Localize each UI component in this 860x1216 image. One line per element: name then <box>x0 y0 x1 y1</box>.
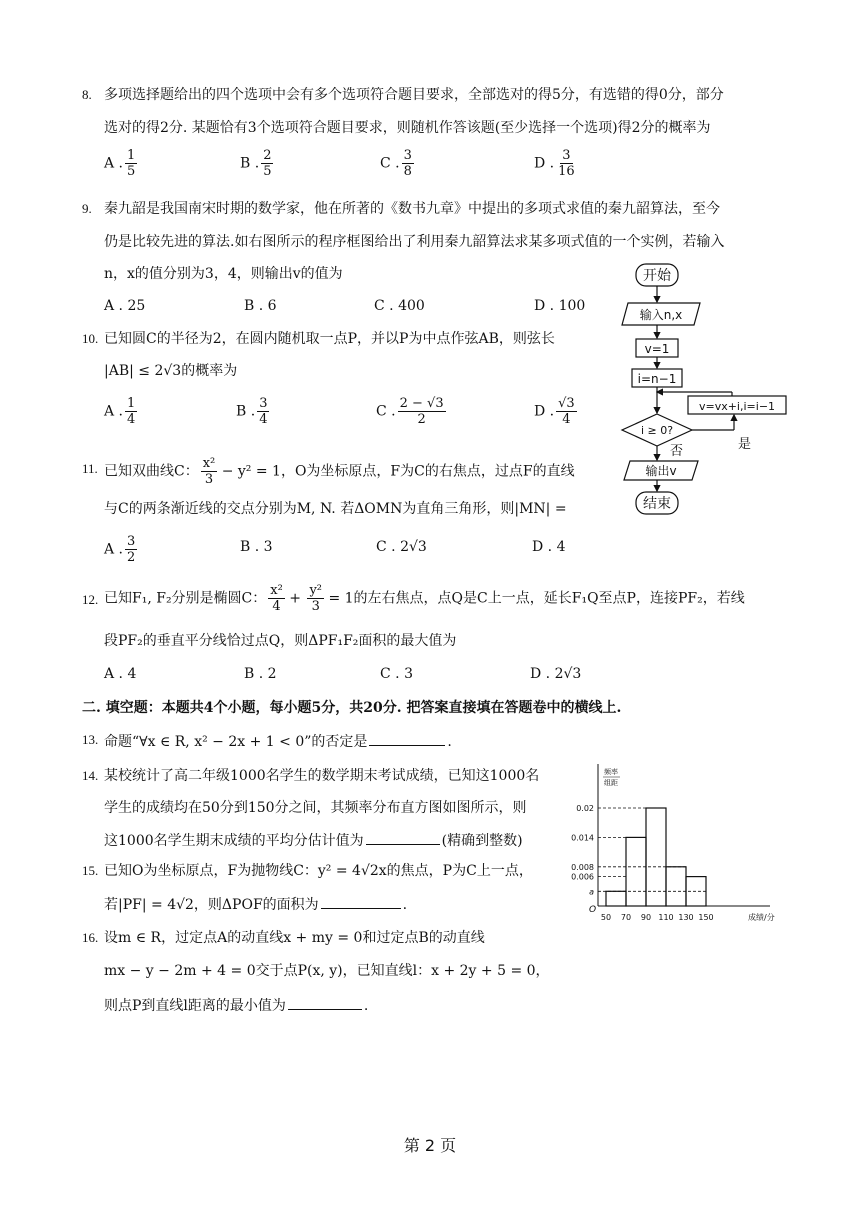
q16-blank[interactable] <box>288 995 362 1010</box>
flow-loop-text: v=vx+i,i=i−1 <box>698 400 776 413</box>
flow-init-i-text: i=n−1 <box>637 372 677 386</box>
q10-option-d: D . $\frac{√3}{4}$ <box>534 396 575 427</box>
q9-line3: n，x的值分别为3，4，则输出v的值为 <box>104 266 343 282</box>
q11-option-c: C . 2√3 <box>376 539 427 555</box>
q11-line1: 已知双曲线C： $\frac{\text{x²}}{3}$ − y² = 1，O为坐标原点，F为C的右焦点，过点F的直线 <box>104 456 575 487</box>
x-tick-label: 50 <box>600 913 612 922</box>
q13-number: 13. <box>82 732 99 747</box>
frequency-histogram <box>552 758 792 930</box>
flow-no-label: 否 <box>670 444 684 459</box>
histogram-bar <box>626 837 646 906</box>
q14-line1: 某校统计了高二年级1000名学生的数学期末考试成绩，已知这1000名 <box>104 768 540 784</box>
program-flowchart <box>610 258 795 520</box>
y-tick-label: 0.02 <box>576 804 594 813</box>
flow-output-text: 输出v <box>645 464 677 478</box>
q9-line2: 仍是比较先进的算法.如右图所示的程序框图给出了利用秦九韶算法求某多项式值的一个实例，若输入 <box>104 234 725 250</box>
y-tick-label: a <box>589 887 594 897</box>
q11-option-b: B . 3 <box>240 539 273 555</box>
q11-option-a: A . $\frac{3}{2}$ <box>104 534 136 565</box>
page-footer: 第 2 页 <box>403 1136 457 1155</box>
q15-blank[interactable] <box>321 894 401 909</box>
flow-end-text: 结束 <box>643 496 671 512</box>
q16-line3: 则点P到直线l距离的最小值为 . <box>104 995 368 1015</box>
flow-start-text: 开始 <box>643 268 671 284</box>
q15-number: 15. <box>82 863 99 878</box>
q9-option-a: A . 25 <box>104 298 146 314</box>
q10-line2: |AB| ≤ 2√3的概率为 <box>104 363 238 379</box>
q12-option-b: B . 2 <box>244 666 277 682</box>
q13-blank[interactable] <box>369 731 445 746</box>
q8-line1: 多项选择题给出的四个选项中会有多个选项符合题目要求，全部选对的得5分，有选错的得0分，部分 <box>104 87 724 103</box>
x-tick-label: 130 <box>678 913 694 922</box>
q8-line2: 选对的得2分. 某题恰有3个选项符合题目要求，则随机作答该题(至少选择一个选项)得2分的概率为 <box>104 120 711 136</box>
q8-option-c: C . $\frac{3}{8}$ <box>380 148 412 179</box>
q10-option-c: C . $\frac{2 - √3}{2}$ <box>376 396 444 427</box>
q16-number: 16. <box>82 930 99 945</box>
q15-line2: 若|PF| = 4√2，则ΔPOF的面积为 . <box>104 894 407 914</box>
q12-option-d: D . 2√3 <box>530 666 582 682</box>
q8-option-d: D . $\frac{3}{16}$ <box>534 148 575 179</box>
q14-line2: 学生的成绩均在50分到150分之间，其频率分布直方图如图所示，则 <box>104 800 527 816</box>
flow-init-v-text: v=1 <box>644 342 670 356</box>
x-tick-label: 110 <box>658 913 674 922</box>
q11-option-d: D . 4 <box>532 539 566 555</box>
q9-line1: 秦九韶是我国南宋时期的数学家，他在所著的《数书九章》中提出的多项式求值的秦九韶算法，至今 <box>104 201 720 217</box>
y-tick-label: 0.006 <box>571 872 594 882</box>
q10-option-b: B . $\frac{3}{4}$ <box>236 396 268 427</box>
q10-number: 10. <box>82 331 99 346</box>
x-axis-label: 成绩/分 <box>748 913 775 922</box>
histogram-bar <box>666 867 686 906</box>
q8-option-a: A . $\frac{1}{5}$ <box>104 148 136 179</box>
q14-blank[interactable] <box>366 830 440 845</box>
y-tick-label: 0.008 <box>571 862 594 872</box>
q12-number: 12. <box>82 592 99 607</box>
x-tick-label: 90 <box>640 913 652 922</box>
q11-line2: 与C的两条渐近线的交点分别为M, N. 若ΔOMN为直角三角形，则|MN| = <box>104 501 567 517</box>
histogram-bar <box>606 891 626 906</box>
flow-condition-text: i ≥ 0? <box>640 424 674 437</box>
y-axis-label-top: 频率 <box>604 768 618 776</box>
q12-line2: 段PF₂的垂直平分线恰过点Q，则ΔPF₁F₂面积的最大值为 <box>104 633 457 649</box>
q14-number: 14. <box>82 768 99 783</box>
y-tick-label: 0.014 <box>571 833 594 843</box>
q11-number: 11. <box>82 461 98 476</box>
q12-option-a: A . 4 <box>104 666 137 682</box>
flow-input-text: 输入n,x <box>639 308 683 322</box>
q12-line1: 已知F₁, F₂分别是椭圆C： $\frac{\text{x²}}{4}$ + $\frac{\text{y²}}{3}$ = 1的左右焦点，点Q是C上一点，延长F₁Q至点P，连接PF₂，若线 <box>104 583 745 614</box>
q9-option-b: B . 6 <box>244 298 277 314</box>
x-tick-label: 70 <box>620 913 632 922</box>
q14-line3: 这1000名学生期末成绩的平均分估计值为 (精确到整数) <box>104 830 523 850</box>
origin-label: O <box>589 905 597 915</box>
q9-option-c: C . 400 <box>374 298 425 314</box>
x-tick-label: 150 <box>698 913 714 922</box>
q8-option-b: B . $\frac{2}{5}$ <box>240 148 272 179</box>
q9-option-d: D . 100 <box>534 298 586 314</box>
q9-number: 9. <box>82 201 92 216</box>
q10-option-a: A . $\frac{1}{4}$ <box>104 396 136 427</box>
y-axis-label-bottom: 组距 <box>604 779 618 787</box>
q16-line2: mx − y − 2m + 4 = 0交于点P(x, y)，已知直线l：x + 2y + 5 = 0， <box>104 963 550 979</box>
q16-line1: 设m ∈ R，过定点A的动直线x + my = 0和过定点B的动直线 <box>104 930 485 946</box>
q8-number: 8. <box>82 87 92 102</box>
flow-yes-label: 是 <box>738 437 752 452</box>
q12-option-c: C . 3 <box>380 666 413 682</box>
section-fill-in-title: 二. 填空题：本题共4个小题，每小题5分，共20分. 把答案直接填在答题卷中的横线上. <box>82 700 622 716</box>
q13-text: 命题“∀x ∈ R, x² − 2x + 1 < 0”的否定是 . <box>104 731 452 751</box>
q10-line1: 已知圆C的半径为2，在圆内随机取一点P，并以P为中点作弦AB，则弦长 <box>104 331 555 347</box>
q15-line1: 已知O为坐标原点，F为抛物线C：y² = 4√2x的焦点，P为C上一点， <box>104 863 533 879</box>
